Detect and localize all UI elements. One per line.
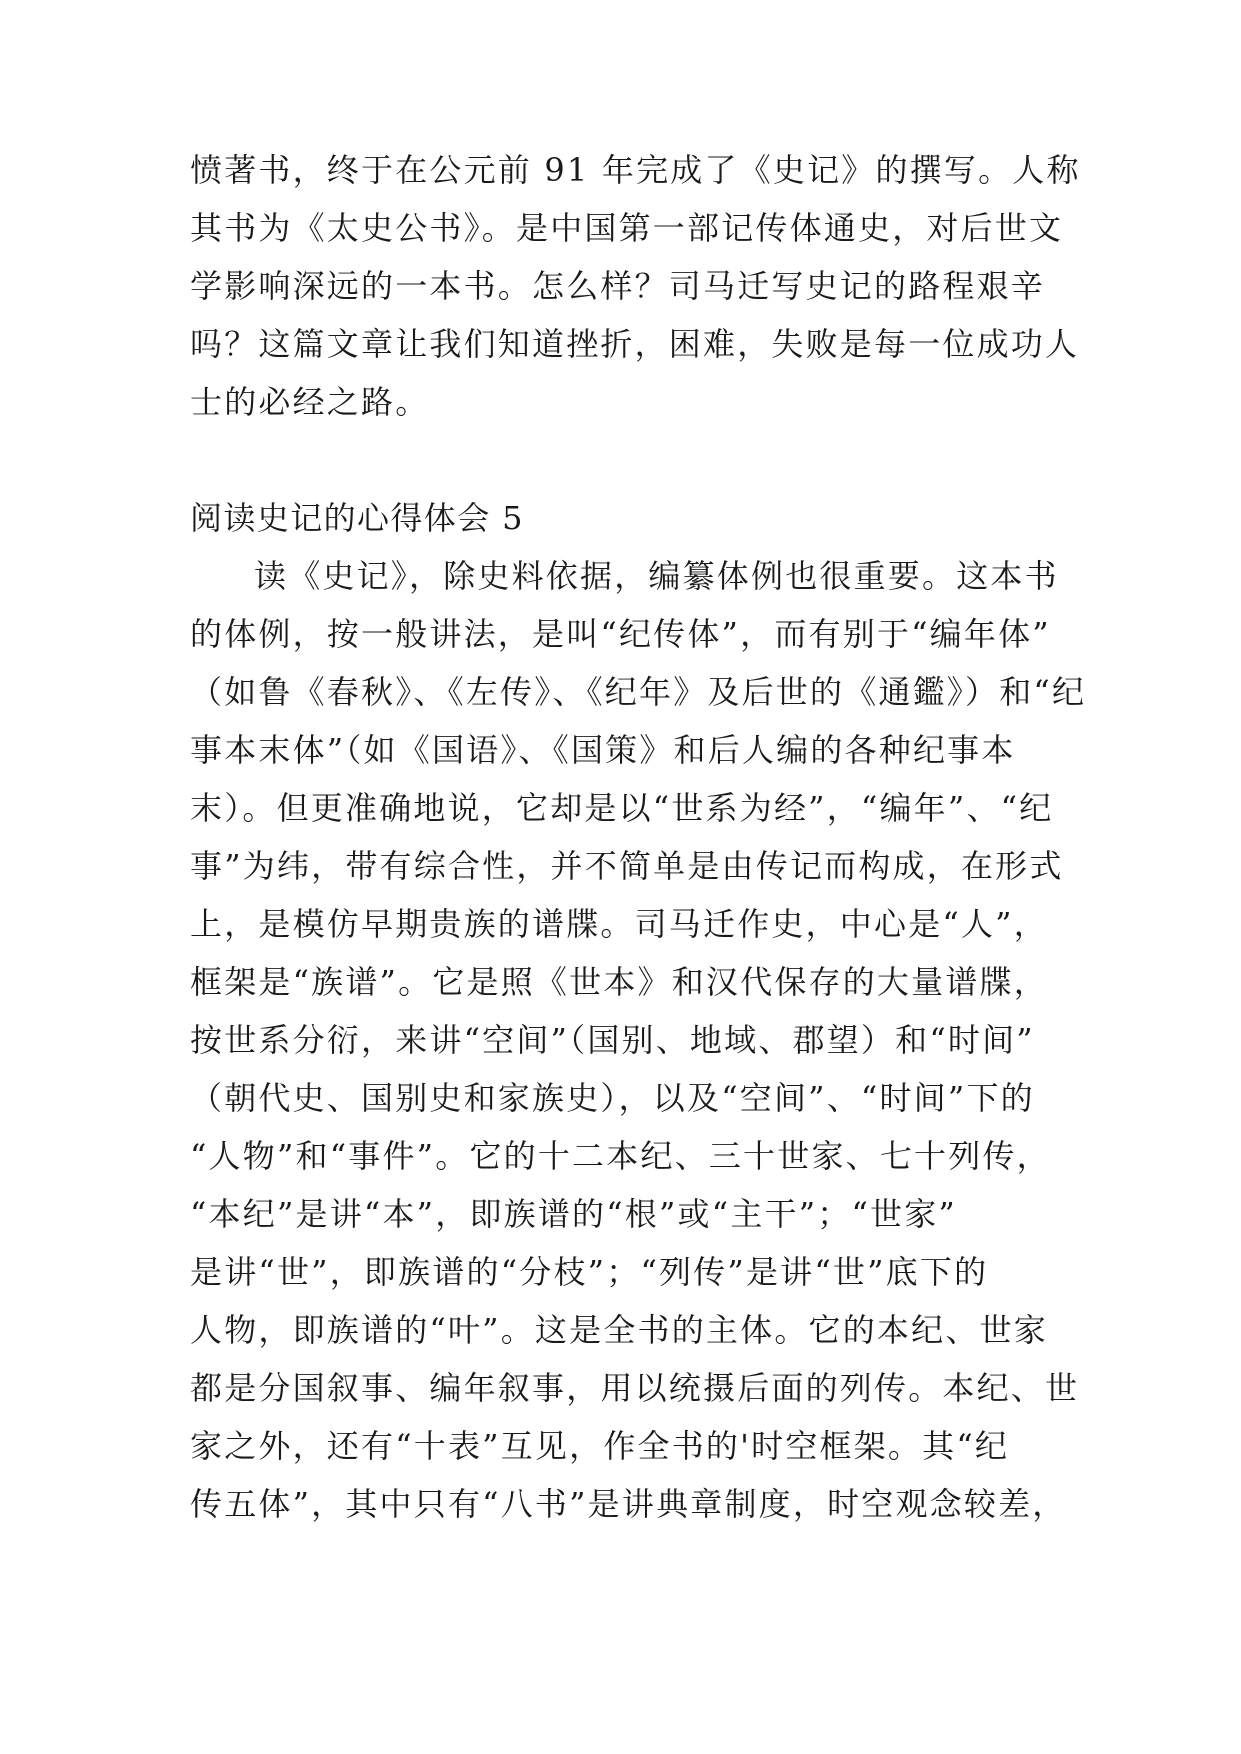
paragraph-line: 学影响深远的一本书。怎么样？司马迁写史记的路程艰辛 (190, 267, 1046, 305)
paragraph-line: 人物，即族谱的“叶”。这是全书的主体。它的本纪、世家 (190, 1311, 1048, 1349)
paragraph-line: 的体例，按一般讲法，是叫“纪传体”，而有别于“编年体” (190, 615, 1051, 653)
paragraph-line: 是讲“世”，即族谱的“分枝”；“列传”是讲“世”底下的 (190, 1253, 989, 1291)
paragraph-line: 事”为纬，带有综合性，并不简单是由传记而构成，在形式 (190, 847, 1064, 885)
paragraph-line: （如鲁《春秋》、《左传》、《纪年》及后世的《通鑑》）和“纪 (190, 673, 1087, 711)
paragraph-line: 上，是模仿早期贵族的谱牒。司马迁作史，中心是“人”， (190, 905, 1048, 943)
paragraph-line: 家之外，还有“十表”互见，作全书的'时空框架。其“纪 (190, 1427, 1010, 1465)
paragraph-line: 吗？这篇文章让我们知道挫折，困难，失败是每一位成功人 (190, 325, 1080, 363)
paragraph-line: “本纪”是讲“本”，即族谱的“根”或“主干”；“世家” (190, 1195, 957, 1233)
paragraph-line: 其书为《太史公书》。是中国第一部记传体通史，对后世文 (190, 209, 1064, 247)
paragraph-line: 士的必经之路。 (190, 383, 430, 421)
section-heading: 阅读史记的心得体会 5 (190, 499, 524, 537)
paragraph-line: 读《史记》，除史料依据，编纂体例也很重要。这本书 (254, 557, 1059, 595)
paragraph-line: 事本末体”（如《国语》、《国策》和后人编的各种纪事本 (190, 731, 1016, 769)
paragraph-line: （朝代史、国别史和家族史），以及“空间”、“时间”下的 (190, 1079, 1035, 1117)
paragraph-line: “人物”和“事件”。它的十二本纪、三十世家、七十列传， (190, 1137, 1051, 1175)
paragraph-line: 愤著书，终于在公元前 91 年完成了《史记》的撰写。人称 (190, 151, 1081, 189)
paragraph-line: 框架是“族谱”。它是照《世本》和汉代保存的大量谱牒， (190, 963, 1048, 1001)
paragraph-line: 末）。但更准确地说，它却是以“世系为经”，“编年”、“纪 (190, 789, 1054, 827)
paragraph-line: 按世系分衍，来讲“空间”（国别、地域、郡望）和“时间” (190, 1021, 1035, 1059)
paragraph-line: 都是分国叙事、编年叙事，用以统摄后面的列传。本纪、世 (190, 1369, 1080, 1407)
paragraph-line: 传五体”，其中只有“八书”是讲典章制度，时空观念较差， (190, 1485, 1067, 1523)
